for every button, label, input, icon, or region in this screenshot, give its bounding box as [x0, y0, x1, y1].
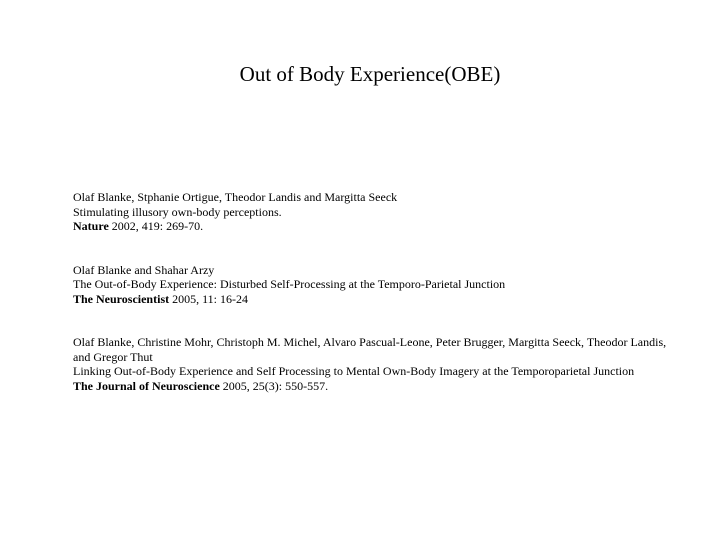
reference-article-title: Stimulating illusory own-body perceptions.: [73, 204, 282, 219]
reference-authors: Olaf Blanke and Shahar Arzy: [73, 262, 215, 277]
reference-article-title: The Out-of-Body Experience: Disturbed Self-Processing at the Temporo-Parietal Junction: [73, 277, 506, 291]
reference-list: [73, 190, 673, 393]
reference-journal: The Neuroscientist: [73, 291, 170, 306]
reference-source: [73, 219, 673, 234]
reference-item: [73, 263, 673, 307]
reference-citation: 2005, 25(3): 550-557.: [219, 378, 329, 393]
slide-title: Out of Body Experience(OBE): [239, 62, 501, 86]
reference-source: [73, 292, 673, 307]
reference-journal: Nature: [73, 219, 109, 233]
reference-item: [73, 190, 673, 234]
reference-journal: The Journal of Neuroscience: [73, 378, 220, 393]
reference-citation: 2005, 11: 16-24: [169, 291, 248, 306]
reference-authors: Olaf Blanke, Stphanie Ortigue, Theodor Landis and Margitta Seeck: [73, 190, 398, 204]
reference-item: [73, 335, 673, 393]
reference-article-title: Linking Out-of-Body Experience and Self Processing to Mental Own-Body Imagery at the Temporoparietal Junction: [73, 364, 635, 378]
reference-source: [73, 379, 673, 394]
reference-citation: 2002, 419: 269-70.: [108, 219, 204, 233]
reference-authors: Olaf Blanke, Christine Mohr, Christoph M. Michel, Alvaro Pascual-Leone, Peter Brugger, Margitta Seeck, Theodor Landis, and Gregor Thut: [73, 335, 667, 364]
